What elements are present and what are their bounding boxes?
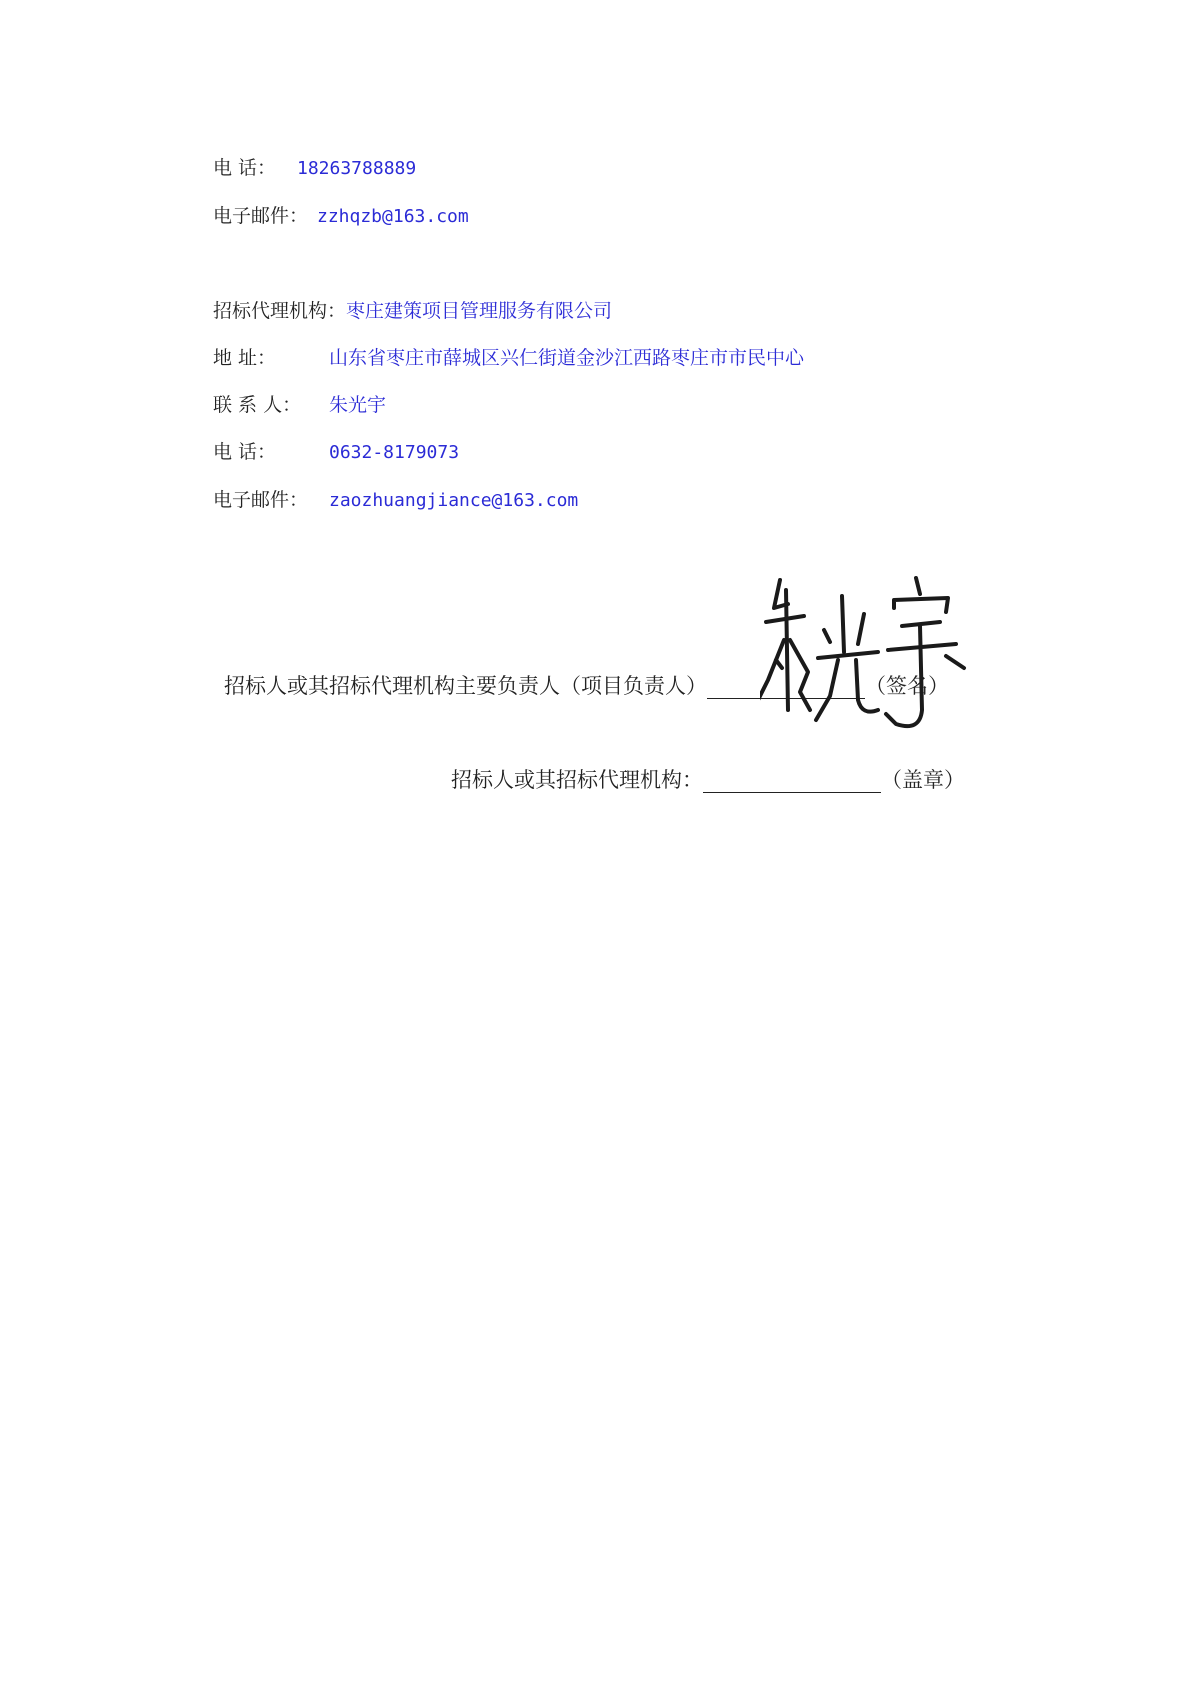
seal-suffix: （盖章） [881,768,965,792]
email-row [213,204,469,229]
address-row [213,346,804,370]
sign-suffix: （签名） [865,674,949,698]
address-label: 地 址： [213,347,277,369]
agency-phone-row [213,440,459,465]
org-label: 招标人或其招标代理机构： [451,768,703,792]
handwritten-signature [760,560,1000,750]
contact-label: 联 系 人： [213,394,302,416]
agency-phone-value: 0632-8179073 [329,442,460,463]
agency-phone-label: 电 话： [213,441,277,463]
phone-label: 电 话： [213,157,277,179]
email-value: zzhqzb@163.com [317,206,469,227]
agency-row [213,299,612,323]
address-value: 山东省枣庄市薛城区兴仁街道金沙江西路枣庄市市民中心 [329,347,805,369]
agency-label: 招标代理机构： [213,300,347,322]
agency-email-row [213,488,578,513]
seal-blank [703,772,881,793]
phone-row [213,156,416,181]
email-label: 电子邮件： [213,205,309,227]
contact-row [213,393,386,417]
organization-seal-line [451,767,965,793]
responsible-label: 招标人或其招标代理机构主要负责人（项目负责人） [224,674,707,698]
phone-value: 18263788889 [297,158,417,179]
agency-value: 枣庄建策项目管理服务有限公司 [346,300,613,322]
contact-value: 朱光宇 [329,394,387,416]
agency-email-value: zaozhuangjiance@163.com [329,490,579,511]
agency-email-label: 电子邮件： [213,489,309,511]
